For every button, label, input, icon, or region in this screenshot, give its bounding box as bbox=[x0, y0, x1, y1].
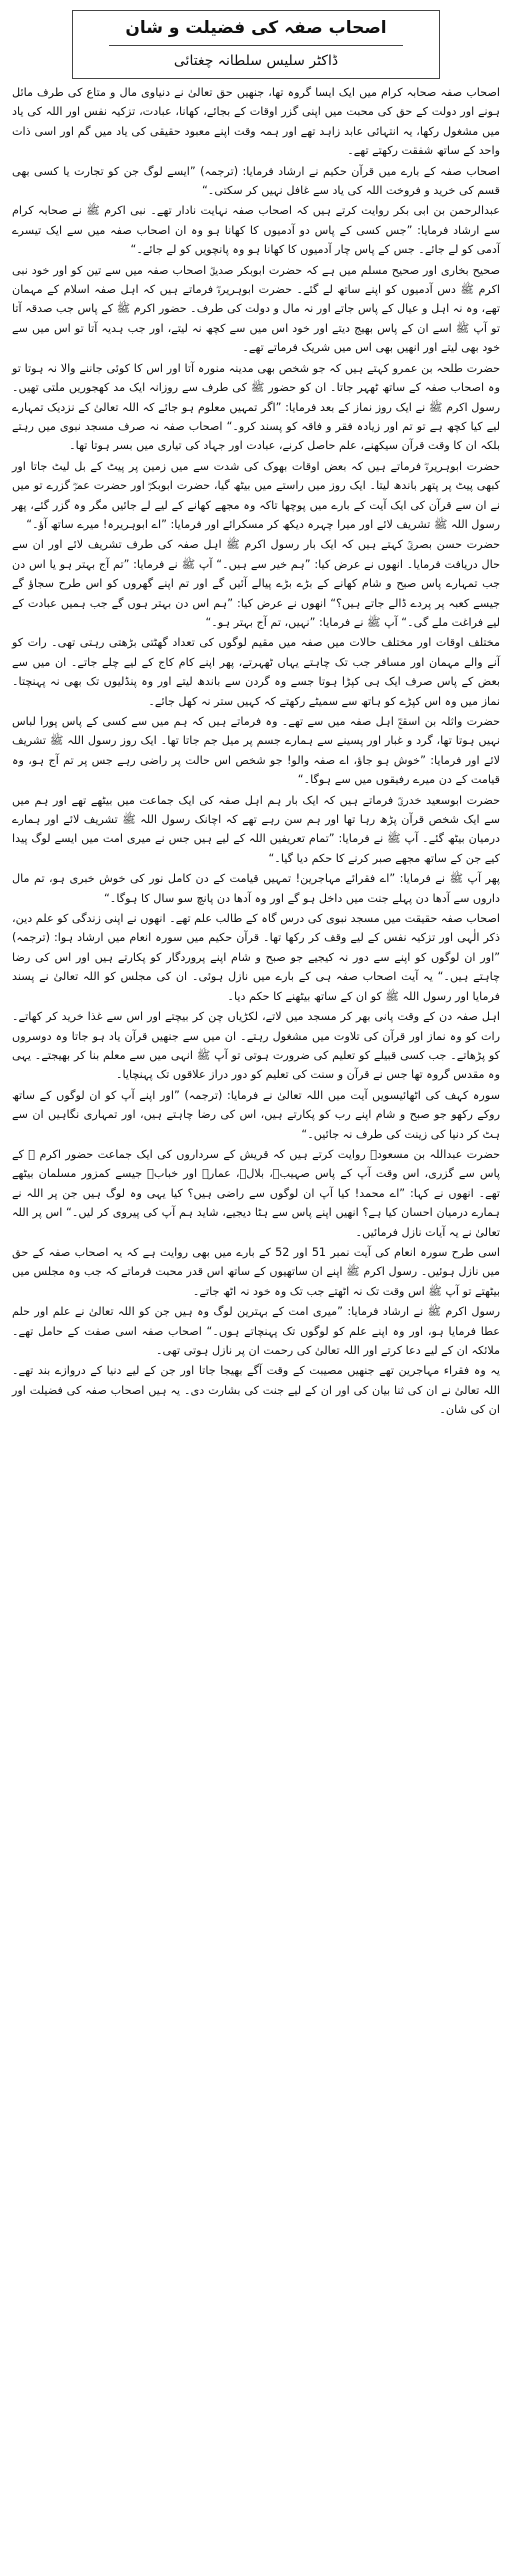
paragraph-18: یہ وہ فقراء مہاجرین تھے جنھیں مصیبت کے وقت آگے بھیجا جاتا اور جن کے لیے دنیا کے دروازے بند تھے۔ اللہ تعالیٰ نے ان کی ثنا بیان کی اور ان کے لیے جنت کی بشارت دی۔ یہ ہیں اصحاب صفہ کی فضیلت اور ان کی شان۔ bbox=[12, 1364, 500, 1417]
paragraph-14: سورہ کہف کی اٹھائیسویں آیت میں اللہ تعالیٰ نے فرمایا: (ترجمہ) ”اور اپنے آپ کو ان لوگوں کے ساتھ روکے رکھو جو صبح و شام اپنے رب کو پکارتے ہیں، اس کی رضا چاہتے ہیں، اور تمہاری نگاہیں ان سے ہٹ کر دنیا کی زینت کی طرف نہ جائیں۔“ bbox=[12, 1088, 500, 1141]
paragraph-8: مختلف اوقات اور مختلف حالات میں صفہ میں مقیم لوگوں کی تعداد گھٹتی بڑھتی رہتی تھی۔ رات کو آنے والے مہمان اور مسافر جب تک چاہتے یہاں ٹھہرتے، پھر اپنے کام کاج کے لیے چلے جاتے۔ ان میں سے بعض کے پاس صرف ایک ہی کپڑا ہوتا جسے وہ گردن سے باندھ لیتے اور وہ پنڈلیوں تک بھی نہ پہنچتا۔ نماز میں وہ اس کپڑے کو ہاتھ سے سمیٹے رکھتے کہ کہیں ستر نہ کھل جائے۔ bbox=[12, 636, 500, 708]
paragraph-2: اصحاب صفہ کے بارے میں قرآن حکیم نے ارشاد فرمایا: (ترجمہ) ”ایسے لوگ جن کو تجارت یا کسی بھی قسم کی خرید و فروخت اللہ کی یاد سے غافل نہیں کر سکتی۔“ bbox=[12, 164, 500, 198]
paragraph-11: پھر آپ ﷺ نے فرمایا: ”اے فقرائے مہاجرین! تمہیں قیامت کے دن کامل نور کی خوش خبری ہو، تم مال داروں سے آدھا دن پہلے جنت میں داخل ہو گے اور وہ آدھا دن پانچ سو سال کا ہوگا۔“ bbox=[12, 872, 500, 905]
paragraph-12: اصحاب صفہ حقیقت میں مسجد نبوی کی درس گاہ کے طالب علم تھے۔ انھوں نے اپنی زندگی کو علم دین، ذکر الٰہی اور تزکیہ نفس کے لیے وقف کر رکھا تھا۔ قرآن حکیم میں سورہ انعام میں ارشاد ہوا: (ترجمہ) ”اور ان لوگوں کو اپنے سے دور نہ کیجیے جو صبح و شام اپنے پروردگار کو پکارتے ہیں اور اس کی رضا چاہتے ہیں۔“ یہ آیت اصحاب صفہ ہی کے بارے میں نازل ہوئی۔ ان کی مجلس کو اللہ تعالیٰ نے پسند فرمایا اور رسول اللہ ﷺ کو ان کے ساتھ بیٹھنے کا حکم دیا۔ bbox=[12, 912, 500, 1003]
paragraph-4: صحیح بخاری اور صحیح مسلم میں ہے کہ حضرت ابوبکر صدیقؓ اصحاب صفہ میں سے تین کو اور خود نبی اکرم ﷺ دس آدمیوں کو اپنے ساتھ لے گئے۔ حضرت ابوہریرہؓ فرماتے ہیں کہ اہل صفہ اسلام کے مہمان تھے، وہ نہ اہل و عیال کے پاس جاتے اور نہ مال و دولت کی طرف۔ حضور اکرم ﷺ کے پاس جب صدقہ آتا تو آپ ﷺ اسے ان کے پاس بھیج دیتے اور خود اس میں سے کچھ نہ لیتے، اور جب ہدیہ آتا تو اس میں سے خود بھی لیتے اور انھیں بھی اس میں شریک فرماتے تھے۔ bbox=[12, 263, 500, 355]
paragraph-3: عبدالرحمن بن ابی بکر روایت کرتے ہیں کہ اصحاب صفہ نہایت نادار تھے۔ نبی اکرم ﷺ نے صحابہ کرام سے ارشاد فرمایا: ”جس کسی کے پاس دو آدمیوں کا کھانا ہو وہ ان اصحاب صفہ میں سے ایک تیسرے آدمی کو لے جائے۔ جس کے پاس چار آدمیوں کا کھانا ہو وہ پانچویں کو لے جائے۔“ bbox=[12, 204, 500, 257]
paragraph-10: حضرت ابوسعید خدریؓ فرماتے ہیں کہ ایک بار ہم اہل صفہ کی ایک جماعت میں بیٹھے تھے اور ہم میں سے ایک شخص قرآن پڑھ رہا تھا اور ہم سن رہے تھے کہ اچانک رسول اللہ ﷺ تشریف لائے اور ہمارے درمیان بیٹھ گئے۔ آپ ﷺ نے فرمایا: ”تمام تعریفیں اللہ کے لیے ہیں جس نے میری امت میں ایسے لوگ پیدا کیے جن کے ساتھ مجھے صبر کرنے کا حکم دیا گیا۔“ bbox=[12, 793, 500, 865]
article-title: اصحاب صفہ کی فضیلت و شان bbox=[125, 18, 387, 38]
header-box bbox=[72, 10, 440, 79]
paragraph-16: اسی طرح سورہ انعام کی آیت نمبر 51 اور 52 کے بارے میں بھی روایت ہے کہ یہ اصحاب صفہ کے حق میں نازل ہوئیں۔ رسول اکرم ﷺ اپنے ان ساتھیوں کے ساتھ اس قدر محبت فرماتے کہ جب وہ مجلس میں بیٹھتے تو آپ ﷺ اس وقت تک نہ اٹھتے جب تک وہ خود نہ اٹھ جاتے۔ bbox=[12, 1245, 500, 1298]
article-body bbox=[12, 83, 500, 1420]
title-divider bbox=[109, 45, 403, 46]
paragraph-13: اہل صفہ دن کے وقت پانی بھر کر مسجد میں لاتے، لکڑیاں چن کر بیچتے اور اس سے غذا خرید کر کھاتے۔ رات کو وہ نماز اور قرآن کی تلاوت میں مشغول رہتے۔ ان میں سے جنھیں قرآن یاد ہو جاتا وہ دوسروں کو پڑھاتے۔ جب کسی قبیلے کو تعلیم کی ضرورت ہوتی تو آپ ﷺ انہی میں سے معلم بنا کر بھیجتے۔ یہی وہ مقدس گروہ تھا جس نے قرآن و سنت کی تعلیم کو دور دراز علاقوں تک پہنچایا۔ bbox=[12, 1010, 500, 1082]
author-byline: ڈاکٹر سلیس سلطانہ چغتائی bbox=[173, 53, 339, 69]
paragraph-6: حضرت ابوہریرہؓ فرماتے ہیں کہ بعض اوقات بھوک کی شدت سے میں زمین پر پیٹ کے بل لیٹ جاتا اور کبھی پیٹ پر پتھر باندھ لیتا۔ ایک روز میں راستے میں بیٹھ گیا، حضرت ابوبکرؓ اور حضرت عمرؓ گزرے تو میں نے ان سے قرآن کی ایک آیت کے بارے میں پوچھا تاکہ وہ مجھے کھانے کے لیے لے جائیں مگر وہ گزر گئے، پھر رسول اللہ ﷺ تشریف لائے اور میرا چہرہ دیکھ کر مسکرائے اور فرمایا: ”اے ابوہریرہ! میرے ساتھ آؤ۔“ bbox=[12, 459, 500, 531]
article-page bbox=[6, 0, 506, 1420]
paragraph-1: اصحاب صفہ صحابہ کرام میں ایک ایسا گروہ تھا، جنھیں حق تعالیٰ نے دنیاوی مال و متاع کی طرف مائل ہونے اور دولت کے حق کی محبت میں اپنی گزر اوقات کے بجائے، کھانا، عبادت، تزکیہ نفس اور اللہ کی یاد میں مشغول رکھا، یہ انتہائی عابد زاہد تھے اور ہمہ وقت اپنے معبود حقیقی کی یاد میں گم اور اسی ذات واحد کے ساتھ شفقت رکھتے تھے۔ bbox=[12, 86, 500, 158]
paragraph-15: حضرت عبداللہ بن مسعودؓ روایت کرتے ہیں کہ قریش کے سرداروں کی ایک جماعت حضور اکرم ﷺ کے پاس سے گزری، اس وقت آپ کے پاس صہیبؓ، بلالؓ، عمارؓ اور خبابؓ جیسے کمزور مسلمان بیٹھے تھے۔ انھوں نے کہا: ”اے محمد! کیا آپ ان لوگوں سے راضی ہیں؟ کیا یہی وہ لوگ ہیں جن پر اللہ نے ہمارے درمیان احسان کیا ہے؟ انھیں اپنے پاس سے ہٹا دیجیے، شاید ہم آپ کی پیروی کر لیں۔“ اس پر اللہ تعالیٰ نے یہ آیات نازل فرمائیں۔ bbox=[12, 1147, 500, 1239]
paragraph-17: رسول اکرم ﷺ نے ارشاد فرمایا: ”میری امت کے بہترین لوگ وہ ہیں جن کو اللہ تعالیٰ نے علم اور حلم عطا فرمایا ہو، اور وہ اپنے علم کو لوگوں تک پہنچاتے ہوں۔“ اصحاب صفہ اسی صفت کے حامل تھے۔ ملائکہ ان کے لیے دعا کرتے اور اللہ تعالیٰ کی رحمت ان پر نازل ہوتی تھی۔ bbox=[12, 1305, 500, 1357]
paragraph-7: حضرت حسن بصریؒ کہتے ہیں کہ ایک بار رسول اکرم ﷺ اہل صفہ کی طرف تشریف لائے اور ان سے حال دریافت فرمایا۔ انھوں نے عرض کیا: ”ہم خیر سے ہیں۔“ آپ ﷺ نے فرمایا: ”تم آج بہتر ہو یا اس دن جب تمہارے پاس صبح و شام کھانے کے بڑے بڑے پیالے آئیں گے اور تم اپنے گھروں کو اس طرح سجاؤ گے جیسے کعبہ پر پردے ڈالے جاتے ہیں؟“ انھوں نے عرض کیا: ”ہم اس دن بہتر ہوں گے جب ہمیں عبادت کے لیے فراغت ملے گی۔“ آپ ﷺ نے فرمایا: ”نہیں، تم آج بہتر ہو۔“ bbox=[12, 538, 500, 629]
paragraph-5: حضرت طلحہ بن عمرو کہتے ہیں کہ جو شخص بھی مدینہ منورہ آتا اور اس کا کوئی جاننے والا نہ ہوتا تو وہ اصحاب صفہ کے ساتھ ٹھہر جاتا۔ ان کو حضور ﷺ کی طرف سے روزانہ ایک مد کھجوریں ملتی تھیں۔ رسول اکرم ﷺ نے ایک روز نماز کے بعد فرمایا: ”اگر تمہیں معلوم ہو جائے کہ اللہ تعالیٰ کے نزدیک تمہارے لیے کیا کچھ ہے تو تم اور زیادہ فقر و فاقہ کو پسند کرو۔“ اصحاب صفہ نہ صرف مسجد نبوی میں رہتے بلکہ ان کا وقت قرآن سیکھنے، علم حاصل کرنے، عبادت اور جہاد کی تیاری میں بسر ہوتا تھا۔ bbox=[12, 361, 500, 453]
paragraph-9: حضرت واثلہ بن اسقعؓ اہل صفہ میں سے تھے۔ وہ فرماتے ہیں کہ ہم میں سے کسی کے پاس پورا لباس نہیں ہوتا تھا، گرد و غبار اور پسینے سے ہمارے جسم پر میل جم جاتا تھا۔ ایک روز رسول اللہ ﷺ تشریف لائے اور فرمایا: ”خوش ہو جاؤ، اے صفہ والو! جو شخص اس حالت پر راضی رہے جس پر تم آج ہو، وہ قیامت کے دن میرے رفیقوں میں سے ہوگا۔“ bbox=[12, 715, 500, 787]
